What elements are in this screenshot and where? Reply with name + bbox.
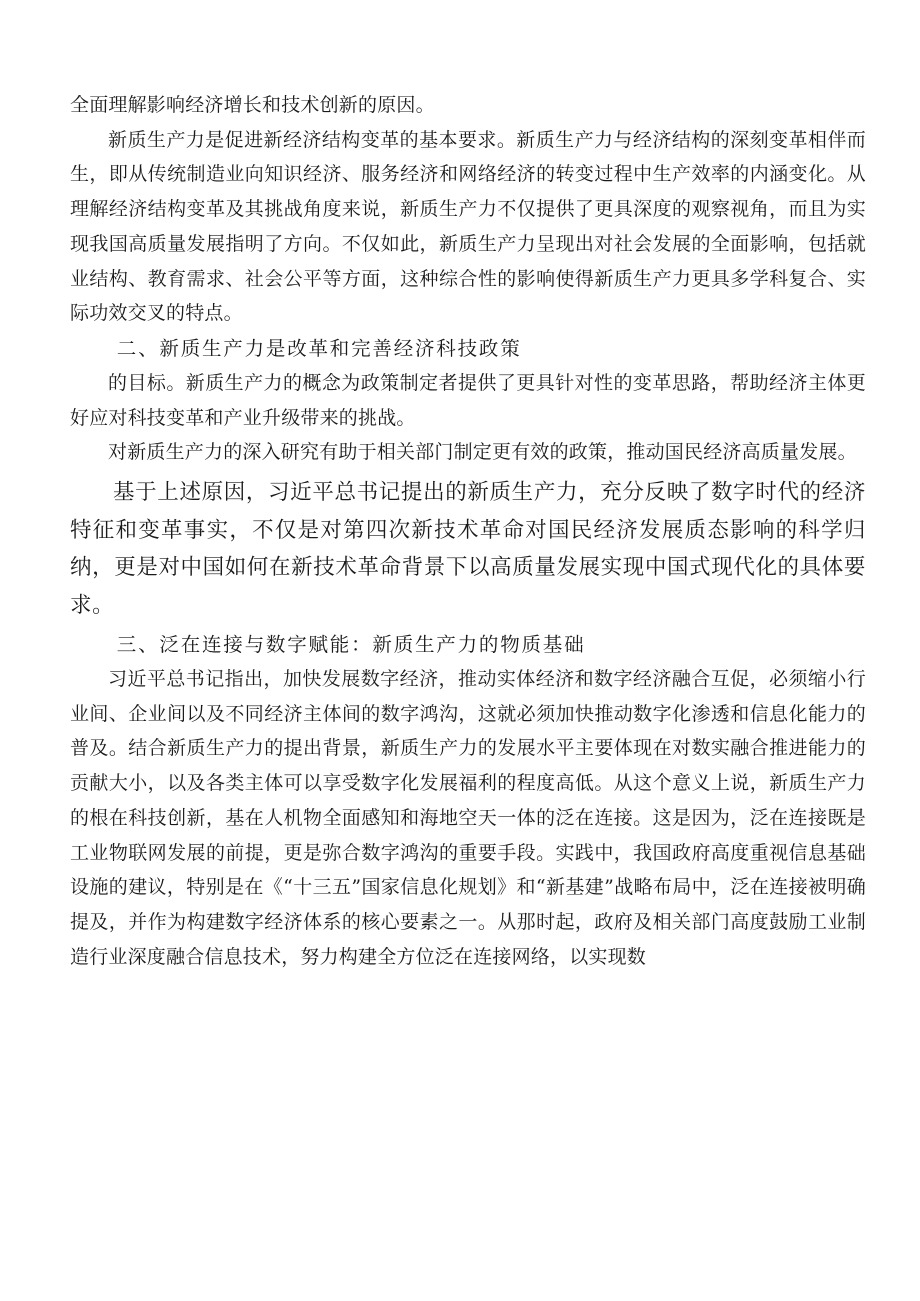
section-heading-two: 二、新质生产力是改革和完善经济科技政策 [116,336,522,360]
paragraph-ubiquitous-connection: 习近平总书记指出，加快发展数字经济，推动实体经济和数字经济融合互促，必须缩小行业间、企业间以及不同经济主体间的数字鸿沟，这就必须加快推动数字化渗透和信息化能力的普及。结合新质生产力的提出背景，新质生产力的发展水平主要体现在对数实融合推进能力的贡献大小，以及各类主体可以享受数字化发展福利的程度高低。从这个意义上说，新质生产力的根在科技创新，基在人机物全面感知和海地空天一体的泛在连接。这是因为，泛在连接既是工业物联网发展的前提，更是弥合数字鸿沟的重要手段。实践中，我国政府高度重视信息基础设施的建议，特别是在《“十三五”国家信息化规划》和“新基建”战略布局中，泛在连接被明确提及，并作为构建数字经济体系的核心要素之一。从那时起，政府及相关部门高度鼓励工业制造行业深度融合信息技术，努力构建全方位泛在连接网络，以实现数 [70,668,866,968]
paragraph-continuation: 全面理解影响经济增长和技术创新的原因。 [70,94,435,116]
section-heading-three: 三、泛在连接与数字赋能：新质生产力的物质基础 [116,633,586,657]
paragraph-policy-research: 对新质生产力的深入研究有助于相关部门制定更有效的政策，推动国民经济高质量发展。 [108,441,857,464]
paragraph-policy-goal: 的目标。新质生产力的概念为政策制定者提供了更具针对性的变革思路，帮助经济主体更好应对科技变革和产业升级带来的挑战。 [70,371,866,429]
paragraph-economic-structure: 新质生产力是促进新经济结构变革的基本要求。新质生产力与经济结构的深刻变革相伴而生，即从传统制造业向知识经济、服务经济和网络经济的转变过程中生产效率的内涵变化。从理解经济结构变革及其挑战角度来说，新质生产力不仅提供了更具深度的观察视角，而且为实现我国高质量发展指明了方向。不仅如此，新质生产力呈现出对社会发展的全面影响，包括就业结构、教育需求、社会公平等方面，这种综合性的影响使得新质生产力更具多学科复合、实际功效交叉的特点。 [70,128,866,325]
document-page [70,88,866,974]
paragraph-summary-emphasis: 基于上述原因，习近平总书记提出的新质生产力，充分反映了数字时代的经济特征和变革事实，不仅是对第四次新技术革命对国民经济发展质态影响的科学归纳，更是对中国如何在新技术革命背景下以高质量发展实现中国式现代化的具体要求。 [70,480,866,618]
